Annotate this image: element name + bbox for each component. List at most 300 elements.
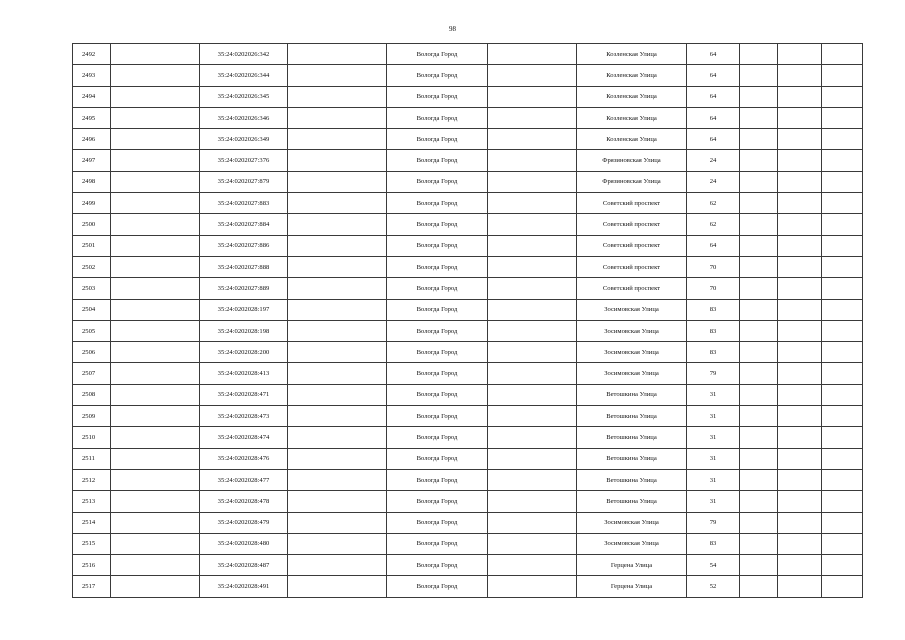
settlement-cell: Вологда Город	[387, 86, 488, 107]
cadastral-number-cell: 35:24:0202028:471	[200, 384, 288, 405]
settlement-cell: Вологда Город	[387, 129, 488, 150]
settlement-cell: Вологда Город	[387, 533, 488, 554]
empty-cell	[111, 512, 200, 533]
settlement-cell: Вологда Город	[387, 107, 488, 128]
settlement-cell: Вологда Город	[387, 299, 488, 320]
row-number-cell: 2505	[73, 320, 111, 341]
street-cell: Козленская Улица	[577, 65, 687, 86]
table-row	[73, 406, 863, 427]
empty-cell	[288, 448, 387, 469]
empty-cell	[822, 384, 863, 405]
house-number-cell: 64	[687, 44, 740, 65]
street-cell: Фрязиновская Улица	[577, 150, 687, 171]
empty-cell	[111, 150, 200, 171]
empty-cell	[778, 193, 822, 214]
house-number-cell: 79	[687, 363, 740, 384]
empty-cell	[778, 384, 822, 405]
empty-cell	[740, 278, 778, 299]
row-number-cell: 2511	[73, 448, 111, 469]
table-row	[73, 129, 863, 150]
settlement-cell: Вологда Город	[387, 278, 488, 299]
empty-cell	[111, 448, 200, 469]
empty-cell	[488, 193, 577, 214]
empty-cell	[822, 406, 863, 427]
street-cell: Советский проспект	[577, 256, 687, 277]
settlement-cell: Вологда Город	[387, 150, 488, 171]
cadastral-number-cell: 35:24:0202028:473	[200, 406, 288, 427]
row-number-cell: 2493	[73, 65, 111, 86]
empty-cell	[778, 320, 822, 341]
empty-cell	[822, 512, 863, 533]
table-row	[73, 320, 863, 341]
table-row	[73, 193, 863, 214]
house-number-cell: 54	[687, 555, 740, 576]
street-cell: Зосимовская Улица	[577, 533, 687, 554]
cadastral-number-cell: 35:24:0202026:344	[200, 65, 288, 86]
table-row	[73, 342, 863, 363]
street-cell: Советский проспект	[577, 235, 687, 256]
empty-cell	[822, 533, 863, 554]
empty-cell	[778, 278, 822, 299]
empty-cell	[111, 363, 200, 384]
street-cell: Козленская Улица	[577, 129, 687, 150]
empty-cell	[740, 193, 778, 214]
empty-cell	[288, 150, 387, 171]
empty-cell	[822, 193, 863, 214]
street-cell: Ветошкина Улица	[577, 384, 687, 405]
row-number-cell: 2492	[73, 44, 111, 65]
house-number-cell: 24	[687, 150, 740, 171]
empty-cell	[488, 256, 577, 277]
empty-cell	[111, 235, 200, 256]
cadastral-number-cell: 35:24:0202028:476	[200, 448, 288, 469]
cadastral-number-cell: 35:24:0202028:480	[200, 533, 288, 554]
street-cell: Фрязиновская Улица	[577, 171, 687, 192]
house-number-cell: 24	[687, 171, 740, 192]
house-number-cell: 64	[687, 86, 740, 107]
empty-cell	[740, 44, 778, 65]
street-cell: Ветошкина Улица	[577, 406, 687, 427]
row-number-cell: 2494	[73, 86, 111, 107]
empty-cell	[740, 256, 778, 277]
settlement-cell: Вологда Город	[387, 406, 488, 427]
empty-cell	[778, 427, 822, 448]
empty-cell	[740, 65, 778, 86]
table-row	[73, 107, 863, 128]
empty-cell	[288, 427, 387, 448]
empty-cell	[488, 86, 577, 107]
empty-cell	[111, 555, 200, 576]
empty-cell	[822, 469, 863, 490]
empty-cell	[111, 44, 200, 65]
empty-cell	[488, 576, 577, 597]
empty-cell	[822, 576, 863, 597]
empty-cell	[111, 65, 200, 86]
street-cell: Ветошкина Улица	[577, 448, 687, 469]
empty-cell	[822, 171, 863, 192]
empty-cell	[488, 129, 577, 150]
empty-cell	[778, 171, 822, 192]
empty-cell	[740, 320, 778, 341]
row-number-cell: 2495	[73, 107, 111, 128]
empty-cell	[288, 363, 387, 384]
cadastral-number-cell: 35:24:0202028:487	[200, 555, 288, 576]
street-cell: Советский проспект	[577, 214, 687, 235]
page-number: 98	[449, 25, 456, 33]
empty-cell	[288, 107, 387, 128]
house-number-cell: 31	[687, 406, 740, 427]
empty-cell	[822, 320, 863, 341]
empty-cell	[288, 384, 387, 405]
empty-cell	[778, 65, 822, 86]
empty-cell	[778, 406, 822, 427]
cadastral-number-cell: 35:24:0202028:200	[200, 342, 288, 363]
house-number-cell: 31	[687, 448, 740, 469]
table-row	[73, 86, 863, 107]
settlement-cell: Вологда Город	[387, 363, 488, 384]
cadastral-number-cell: 35:24:0202028:474	[200, 427, 288, 448]
table-row	[73, 533, 863, 554]
settlement-cell: Вологда Город	[387, 512, 488, 533]
cadastral-number-cell: 35:24:0202028:477	[200, 469, 288, 490]
empty-cell	[288, 491, 387, 512]
settlement-cell: Вологда Город	[387, 65, 488, 86]
empty-cell	[111, 469, 200, 490]
empty-cell	[822, 427, 863, 448]
street-cell: Зосимовская Улица	[577, 342, 687, 363]
row-number-cell: 2501	[73, 235, 111, 256]
row-number-cell: 2503	[73, 278, 111, 299]
street-cell: Зосимовская Улица	[577, 363, 687, 384]
empty-cell	[111, 427, 200, 448]
table-row	[73, 384, 863, 405]
empty-cell	[111, 342, 200, 363]
empty-cell	[740, 363, 778, 384]
settlement-cell: Вологда Город	[387, 576, 488, 597]
empty-cell	[740, 469, 778, 490]
cadastral-number-cell: 35:24:0202028:198	[200, 320, 288, 341]
empty-cell	[740, 171, 778, 192]
empty-cell	[740, 150, 778, 171]
table-row	[73, 512, 863, 533]
street-cell: Советский проспект	[577, 193, 687, 214]
row-number-cell: 2516	[73, 555, 111, 576]
table-row	[73, 150, 863, 171]
table-row	[73, 555, 863, 576]
empty-cell	[288, 86, 387, 107]
row-number-cell: 2507	[73, 363, 111, 384]
empty-cell	[822, 299, 863, 320]
empty-cell	[778, 256, 822, 277]
house-number-cell: 70	[687, 278, 740, 299]
house-number-cell: 64	[687, 65, 740, 86]
settlement-cell: Вологда Город	[387, 256, 488, 277]
settlement-cell: Вологда Город	[387, 555, 488, 576]
row-number-cell: 2497	[73, 150, 111, 171]
empty-cell	[111, 193, 200, 214]
house-number-cell: 64	[687, 235, 740, 256]
table-row	[73, 427, 863, 448]
cadastral-number-cell: 35:24:0202028:491	[200, 576, 288, 597]
empty-cell	[288, 193, 387, 214]
table-row	[73, 576, 863, 597]
empty-cell	[288, 129, 387, 150]
empty-cell	[778, 448, 822, 469]
empty-cell	[822, 448, 863, 469]
empty-cell	[488, 171, 577, 192]
street-cell: Герцена Улица	[577, 555, 687, 576]
empty-cell	[778, 86, 822, 107]
empty-cell	[111, 214, 200, 235]
house-number-cell: 31	[687, 491, 740, 512]
house-number-cell: 83	[687, 320, 740, 341]
empty-cell	[288, 299, 387, 320]
house-number-cell: 31	[687, 427, 740, 448]
registry-body	[73, 44, 863, 598]
street-cell: Зосимовская Улица	[577, 299, 687, 320]
empty-cell	[778, 533, 822, 554]
empty-cell	[288, 44, 387, 65]
street-cell: Козленская Улица	[577, 44, 687, 65]
empty-cell	[111, 533, 200, 554]
street-cell: Козленская Улица	[577, 107, 687, 128]
cadastral-number-cell: 35:24:0202027:889	[200, 278, 288, 299]
empty-cell	[111, 384, 200, 405]
table-row	[73, 256, 863, 277]
cadastral-number-cell: 35:24:0202027:884	[200, 214, 288, 235]
table-row	[73, 278, 863, 299]
empty-cell	[740, 512, 778, 533]
empty-cell	[740, 384, 778, 405]
row-number-cell: 2513	[73, 491, 111, 512]
settlement-cell: Вологда Город	[387, 171, 488, 192]
empty-cell	[111, 491, 200, 512]
table-row	[73, 235, 863, 256]
cadastral-number-cell: 35:24:0202028:197	[200, 299, 288, 320]
empty-cell	[488, 107, 577, 128]
settlement-cell: Вологда Город	[387, 235, 488, 256]
row-number-cell: 2502	[73, 256, 111, 277]
empty-cell	[488, 512, 577, 533]
empty-cell	[488, 533, 577, 554]
empty-cell	[822, 65, 863, 86]
empty-cell	[288, 512, 387, 533]
empty-cell	[822, 555, 863, 576]
empty-cell	[778, 299, 822, 320]
empty-cell	[288, 278, 387, 299]
empty-cell	[288, 533, 387, 554]
house-number-cell: 83	[687, 533, 740, 554]
house-number-cell: 64	[687, 129, 740, 150]
row-number-cell: 2506	[73, 342, 111, 363]
cadastral-number-cell: 35:24:0202026:346	[200, 107, 288, 128]
empty-cell	[488, 469, 577, 490]
empty-cell	[288, 65, 387, 86]
empty-cell	[488, 384, 577, 405]
empty-cell	[488, 214, 577, 235]
empty-cell	[111, 278, 200, 299]
settlement-cell: Вологда Город	[387, 448, 488, 469]
empty-cell	[740, 448, 778, 469]
empty-cell	[822, 342, 863, 363]
house-number-cell: 64	[687, 107, 740, 128]
empty-cell	[111, 86, 200, 107]
settlement-cell: Вологда Город	[387, 469, 488, 490]
cadastral-number-cell: 35:24:0202028:479	[200, 512, 288, 533]
house-number-cell: 79	[687, 512, 740, 533]
empty-cell	[778, 150, 822, 171]
empty-cell	[488, 555, 577, 576]
empty-cell	[822, 44, 863, 65]
settlement-cell: Вологда Город	[387, 342, 488, 363]
settlement-cell: Вологда Город	[387, 214, 488, 235]
empty-cell	[488, 278, 577, 299]
empty-cell	[488, 427, 577, 448]
empty-cell	[288, 576, 387, 597]
house-number-cell: 70	[687, 256, 740, 277]
empty-cell	[288, 469, 387, 490]
cadastral-number-cell: 35:24:0202026:342	[200, 44, 288, 65]
street-cell: Герцена Улица	[577, 576, 687, 597]
empty-cell	[740, 214, 778, 235]
cadastral-number-cell: 35:24:0202027:376	[200, 150, 288, 171]
empty-cell	[822, 278, 863, 299]
empty-cell	[740, 555, 778, 576]
house-number-cell: 31	[687, 469, 740, 490]
empty-cell	[488, 150, 577, 171]
empty-cell	[488, 406, 577, 427]
cadastral-number-cell: 35:24:0202028:478	[200, 491, 288, 512]
empty-cell	[778, 576, 822, 597]
empty-cell	[288, 214, 387, 235]
cadastral-number-cell: 35:24:0202026:345	[200, 86, 288, 107]
empty-cell	[822, 235, 863, 256]
empty-cell	[778, 363, 822, 384]
cadastral-number-cell: 35:24:0202027:879	[200, 171, 288, 192]
settlement-cell: Вологда Город	[387, 427, 488, 448]
table-row	[73, 214, 863, 235]
empty-cell	[778, 491, 822, 512]
table-row	[73, 299, 863, 320]
registry-table	[72, 43, 863, 598]
empty-cell	[778, 235, 822, 256]
empty-cell	[778, 107, 822, 128]
empty-cell	[822, 86, 863, 107]
empty-cell	[822, 214, 863, 235]
empty-cell	[288, 342, 387, 363]
row-number-cell: 2499	[73, 193, 111, 214]
empty-cell	[740, 342, 778, 363]
table-row	[73, 448, 863, 469]
row-number-cell: 2504	[73, 299, 111, 320]
empty-cell	[822, 256, 863, 277]
empty-cell	[111, 256, 200, 277]
table-row	[73, 491, 863, 512]
empty-cell	[288, 171, 387, 192]
empty-cell	[740, 107, 778, 128]
table-row	[73, 469, 863, 490]
empty-cell	[288, 256, 387, 277]
settlement-cell: Вологда Город	[387, 320, 488, 341]
table-row	[73, 363, 863, 384]
empty-cell	[740, 491, 778, 512]
row-number-cell: 2508	[73, 384, 111, 405]
row-number-cell: 2514	[73, 512, 111, 533]
empty-cell	[288, 555, 387, 576]
empty-cell	[778, 214, 822, 235]
table-row	[73, 171, 863, 192]
empty-cell	[740, 129, 778, 150]
empty-cell	[778, 129, 822, 150]
cadastral-number-cell: 35:24:0202027:886	[200, 235, 288, 256]
empty-cell	[288, 235, 387, 256]
house-number-cell: 83	[687, 342, 740, 363]
empty-cell	[778, 555, 822, 576]
empty-cell	[488, 44, 577, 65]
cadastral-number-cell: 35:24:0202027:883	[200, 193, 288, 214]
empty-cell	[111, 107, 200, 128]
empty-cell	[778, 44, 822, 65]
empty-cell	[488, 320, 577, 341]
empty-cell	[740, 299, 778, 320]
empty-cell	[778, 512, 822, 533]
settlement-cell: Вологда Город	[387, 491, 488, 512]
empty-cell	[111, 299, 200, 320]
empty-cell	[488, 299, 577, 320]
empty-cell	[822, 491, 863, 512]
row-number-cell: 2496	[73, 129, 111, 150]
empty-cell	[778, 469, 822, 490]
empty-cell	[488, 448, 577, 469]
settlement-cell: Вологда Город	[387, 44, 488, 65]
table-row	[73, 65, 863, 86]
empty-cell	[740, 86, 778, 107]
street-cell: Ветошкина Улица	[577, 469, 687, 490]
empty-cell	[111, 171, 200, 192]
empty-cell	[778, 342, 822, 363]
empty-cell	[488, 65, 577, 86]
empty-cell	[822, 107, 863, 128]
row-number-cell: 2515	[73, 533, 111, 554]
empty-cell	[111, 320, 200, 341]
street-cell: Ветошкина Улица	[577, 427, 687, 448]
house-number-cell: 31	[687, 384, 740, 405]
street-cell: Советский проспект	[577, 278, 687, 299]
empty-cell	[488, 235, 577, 256]
house-number-cell: 62	[687, 214, 740, 235]
empty-cell	[488, 342, 577, 363]
street-cell: Зосимовская Улица	[577, 512, 687, 533]
empty-cell	[288, 406, 387, 427]
empty-cell	[740, 427, 778, 448]
empty-cell	[740, 576, 778, 597]
empty-cell	[740, 406, 778, 427]
empty-cell	[111, 576, 200, 597]
street-cell: Козленская Улица	[577, 86, 687, 107]
empty-cell	[111, 129, 200, 150]
empty-cell	[740, 533, 778, 554]
table-row	[73, 44, 863, 65]
empty-cell	[488, 363, 577, 384]
settlement-cell: Вологда Город	[387, 193, 488, 214]
house-number-cell: 62	[687, 193, 740, 214]
row-number-cell: 2498	[73, 171, 111, 192]
empty-cell	[111, 406, 200, 427]
row-number-cell: 2512	[73, 469, 111, 490]
cadastral-number-cell: 35:24:0202026:349	[200, 129, 288, 150]
street-cell: Зосимовская Улица	[577, 320, 687, 341]
house-number-cell: 52	[687, 576, 740, 597]
